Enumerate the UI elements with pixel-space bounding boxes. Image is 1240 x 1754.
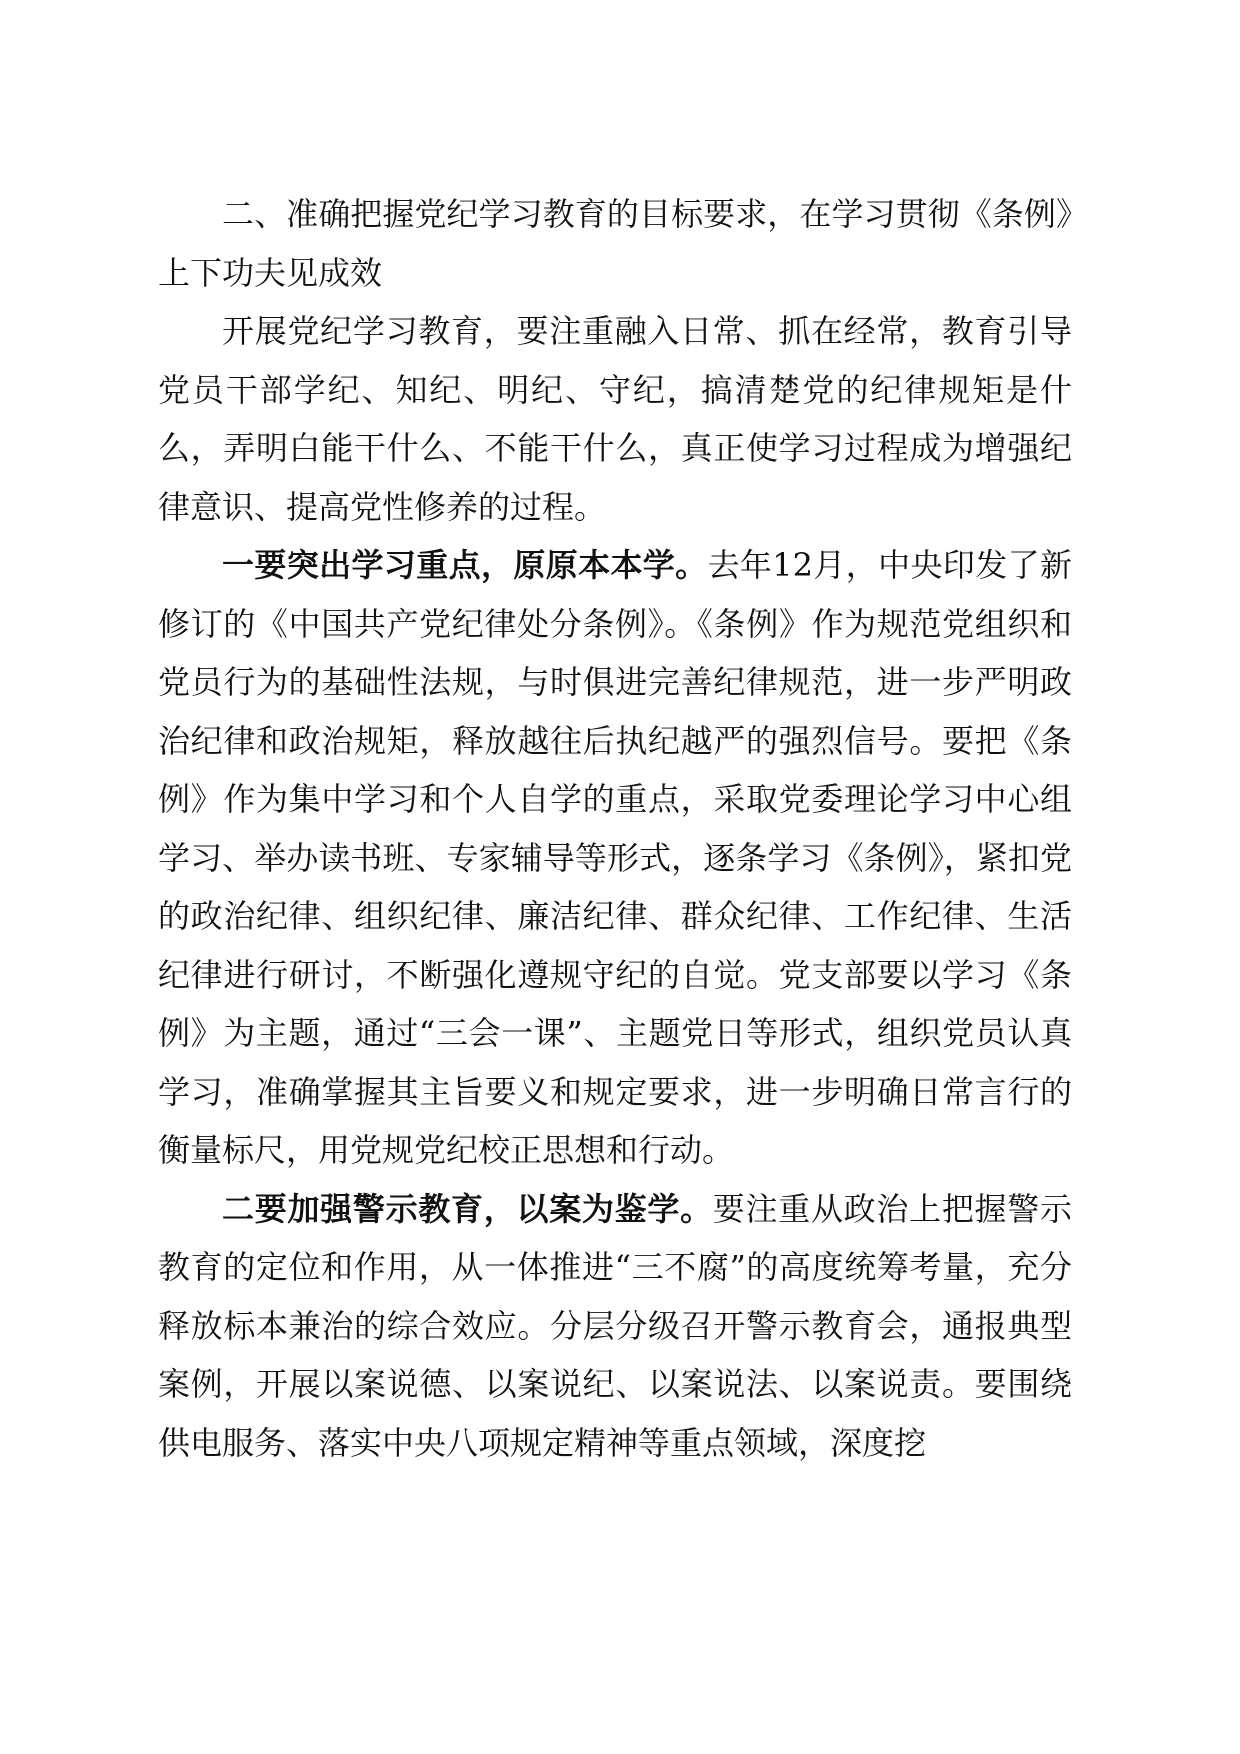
document-body [158,185,1072,1472]
paragraph-point-one-lead: 一要突出学习重点，原原本本学。 [222,546,708,584]
paragraph-intro [158,302,1072,536]
paragraph-point-two-lead: 二要加强警示教育，以案为鉴学。 [222,1189,713,1228]
paragraph-point-one [158,536,1072,1180]
paragraph-intro-text: 开展党纪学习教育，要注重融入日常、抓在经常，教育引导党员干部学纪、知纪、明纪、守纪，搞清楚党的纪律规矩是什么，弄明白能干什么、不能干什么，真正使学习过程成为增强纪律意识、提高党性修养的过程。 [158,312,1072,526]
section-heading: 二、准确把握党纪学习教育的目标要求，在学习贯彻《条例》上下功夫见成效 [158,195,1072,292]
paragraph-point-one-text: 去年12月，中央印发了新修订的《中国共产党纪律处分条例》。《条例》作为规范党组织和党员行为的基础性法规，与时俱进完善纪律规范，进一步严明政治纪律和政治规矩，释放越往后执纪越严的强烈信号。要把《条例》作为集中学习和个人自学的重点，采取党委理论学习中心组学习、举办读书班、专家辅导等形式，逐条学习《条例》，紧扣党的政治纪律、组织纪律、廉洁纪律、群众纪律、工作纪律、生活纪律进行研讨，不断强化遵规守纪的自觉。党支部要以学习《条例》为主题，通过“三会一课”、主题党日等形式，组织党员认真学习，准确掌握其主旨要义和规定要求，进一步明确日常言行的衡量标尺，用党规党纪校正思想和行动。 [158,546,1072,1169]
paragraph-point-two-text: 要注重从政治上把握警示教育的定位和作用，从一体推进“三不腐”的高度统筹考量，充分释放标本兼治的综合效应。分层分级召开警示教育会，通报典型案例，开展以案说德、以案说纪、以案说法、以案说责。要围绕供电服务、落实中央八项规定精神等重点领域，深度挖 [158,1189,1072,1462]
paragraph-point-two [158,1180,1072,1473]
